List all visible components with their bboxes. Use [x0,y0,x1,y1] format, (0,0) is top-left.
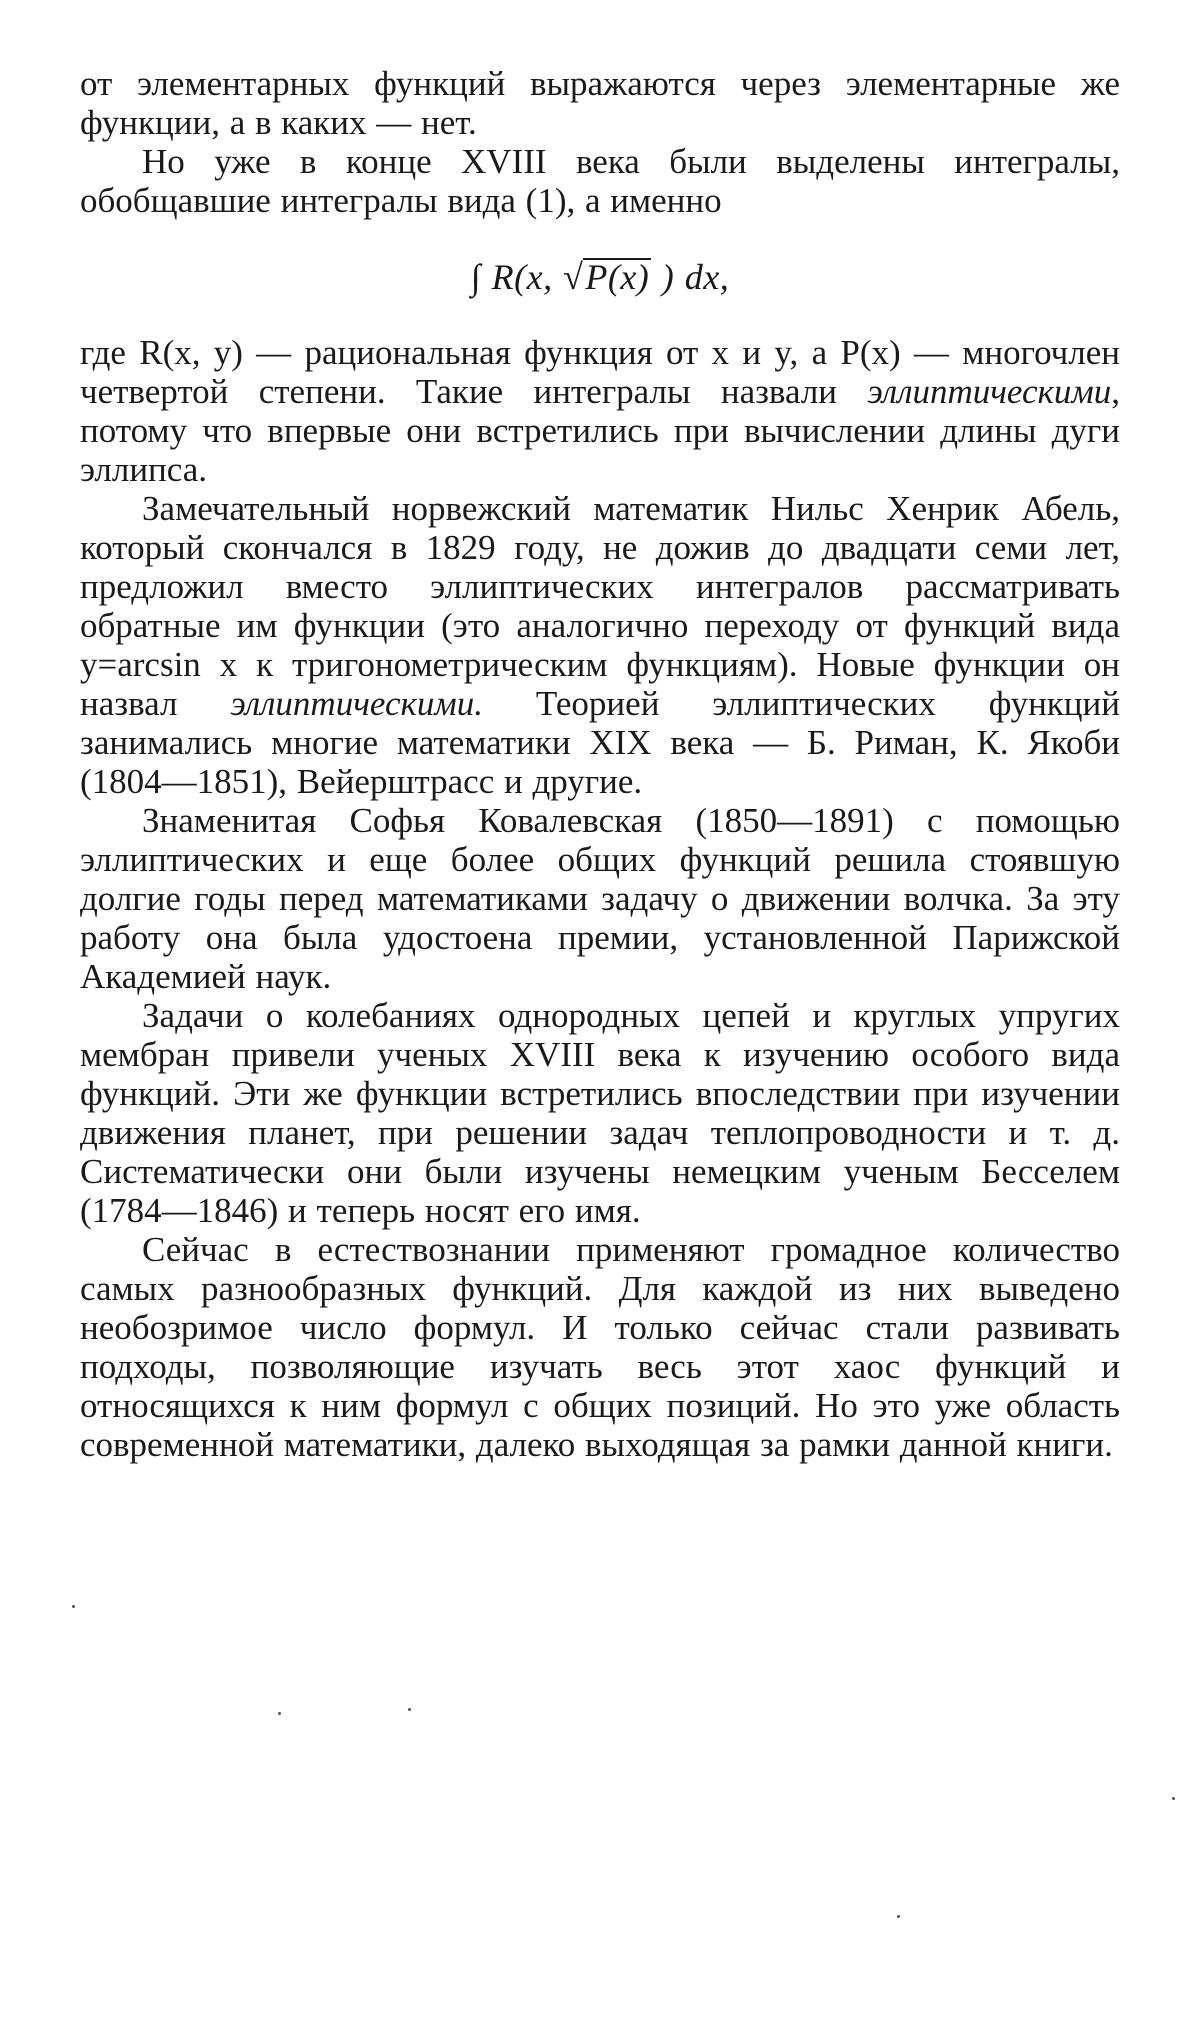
scan-speck [72,1605,75,1608]
scan-speck [897,1915,900,1918]
paragraph-text: Знаменитая Софья Ковалевская (1850—1891) с помощью эллиптических и еще более общих функций решила стоявшую долгие годы перед математиками задачу о движении волчка. За эту работу она была удостоена премии, установленной Парижской Академией наук. [80,801,1120,996]
paragraph-text: Задачи о колебаниях однородных цепей и круглых упругих мембран привели ученых XVIII века к изучению особого вида функций. Эти же функции встретились впоследствии при изучении движения планет, при решении задач теплопроводности и т. д. Систематически они были изучены немецким ученым Бесселем (1784—1846) и теперь носят его имя. [80,996,1120,1230]
scan-speck [1172,1797,1175,1800]
integral-formula [80,258,1120,297]
paragraph-abel [80,489,1120,801]
paragraph-text: Теорией эллиптических функций занимались многие математики XIX века — Б. Риман, К. Якоби (1804—1851), Вейерштрасс и другие. [80,684,1120,801]
emphasized-term: эллиптическими [867,372,1112,411]
integral-sign: ∫ [470,257,482,297]
paragraph-text: Замечательный норвежский математик Нильс Хенрик Абель, который скончался в 1829 году, не дожив до двадцати семи лет, предложил вместо эллиптических интегралов рассматривать обратные им функции (это аналогично переходу от функций вида y=arcsin x к тригонометрическим функциям). Новые функции он назвал [80,489,1120,723]
page-text-block [80,64,1120,1464]
emphasized-term: эллиптическими. [230,684,483,723]
paragraph-elliptic-definition [80,333,1120,489]
paragraph-bessel [80,996,1120,1230]
scan-speck [278,1712,281,1715]
paragraph-modern [80,1230,1120,1464]
paragraph-text: где R(x, y) — рациональная функция от x и y, а P(x) — многочлен четвертой степени. Такие интегралы назвали [80,333,1120,411]
paragraph-kovalevskaya [80,801,1120,996]
scan-speck [408,1708,411,1711]
paragraph-elliptic-intro [80,142,1120,220]
formula-after: ) dx, [661,257,730,297]
root-sign: √ [563,257,584,297]
paragraph-text: Сейчас в естествознании применяют громадное количество самых разнообразных функций. Для каждой из них выведено необозримое число формул. И только сейчас стали развивать подходы, позволяющие изучать весь этот хаос функций и относящихся к ним формул с общих позиций. Но это уже область современной математики, далеко выходящая за рамки данной книги. [80,1230,1120,1464]
paragraph-text: , потому что впервые они встретились при вычислении длины дуги эллипса. [80,372,1120,489]
paragraph-text: Но уже в конце XVIII века были выделены интегралы, обобщавшие интегралы вида (1), а именно [80,142,1120,220]
paragraph-continuation [80,64,1120,142]
formula-radicand: P(x) [585,257,650,297]
paragraph-text: от элементарных функций выражаются через элементарные же функции, а в каких — нет. [80,64,1120,142]
formula-before: R(x, [491,257,564,297]
